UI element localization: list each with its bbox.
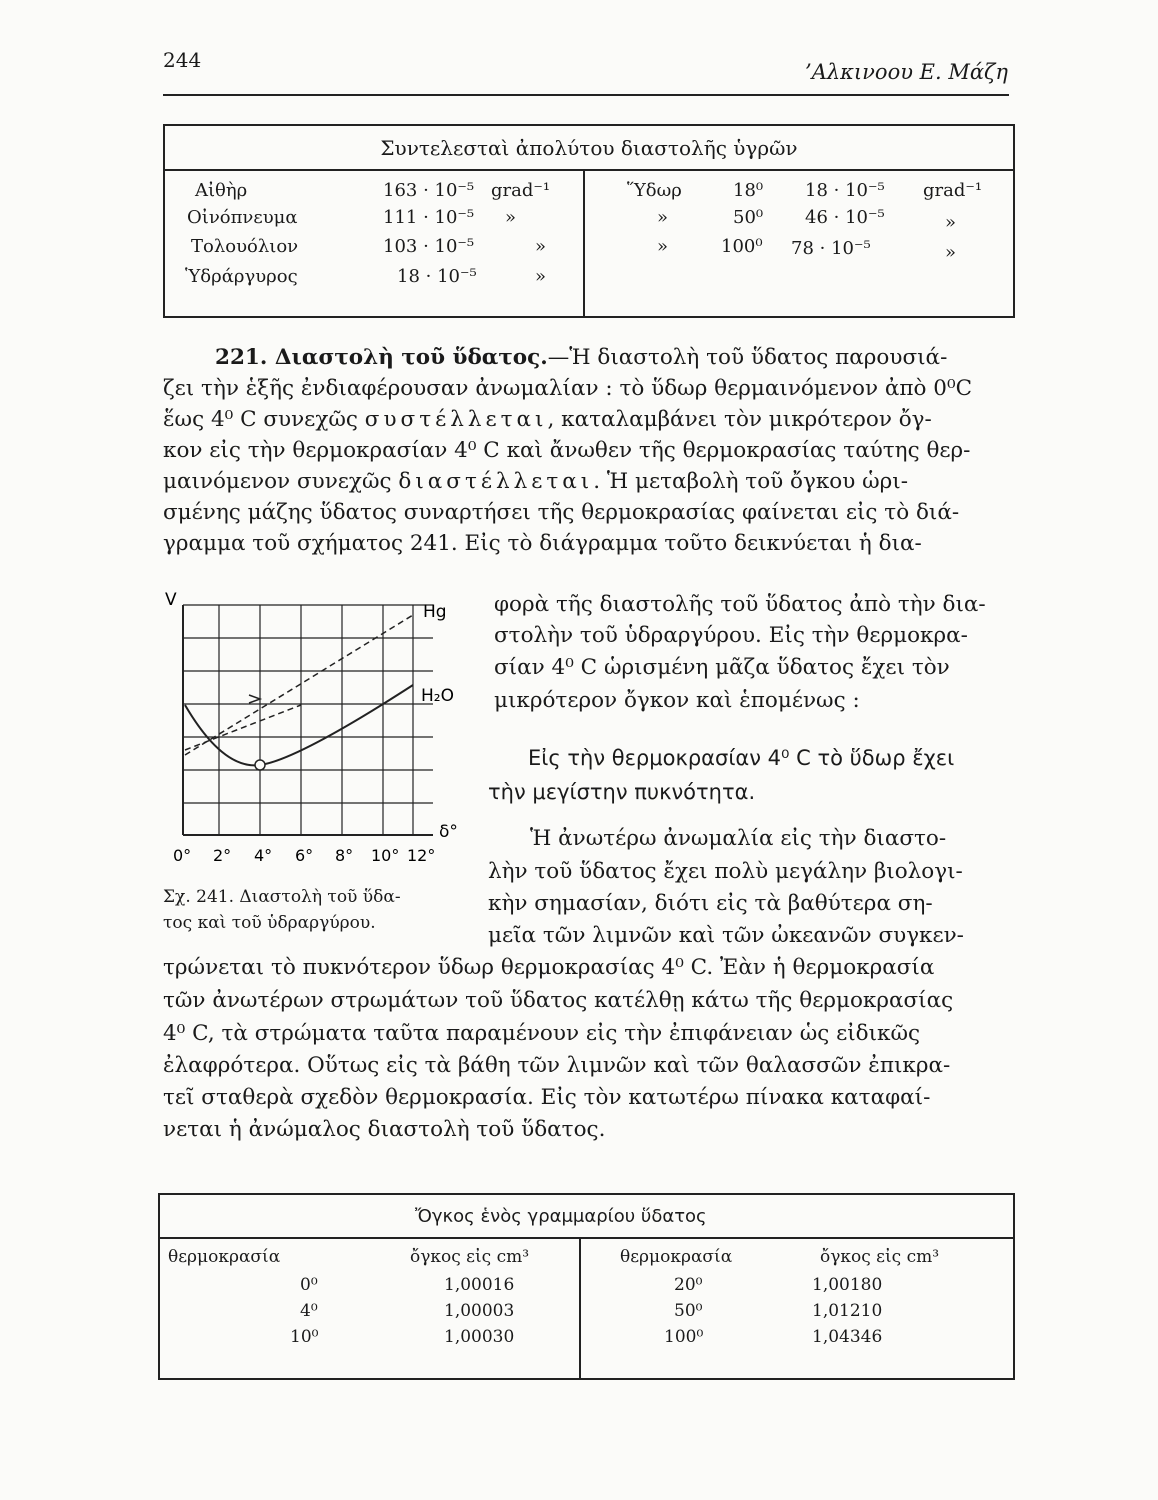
liquid-name: » <box>657 207 669 228</box>
temperature: 18⁰ <box>733 180 764 201</box>
text-line: νεται ἡ ἀνώμαλος διαστολὴ τοῦ ὕδατος. <box>163 1117 606 1142</box>
section-first-line <box>215 345 947 370</box>
text-line: , καταλαμβάνει τὸν μικρότερον ὄγ- <box>547 407 932 432</box>
coefficient-value: 111 · 10⁻⁵ <box>383 207 475 228</box>
coefficient-value: 46 · 10⁻⁵ <box>805 207 885 228</box>
x-tick-label: 0° <box>173 846 192 865</box>
coefficient-value: 163 · 10⁻⁵ <box>383 180 475 201</box>
arrow-icon <box>249 695 260 703</box>
text-line: φορὰ τῆς διαστολῆς τοῦ ὕδατος ἀπὸ τὴν δια- <box>494 592 986 617</box>
temperature: 10⁰ <box>290 1327 319 1347</box>
key-statement: τὴν μεγίστην πυκνότητα. <box>488 780 756 804</box>
text-line: τεῖ σταθερὰ σχεδὸν θερμοκρασία. Εἰς τὸν κατωτέρω πίνακα καταφαί- <box>163 1085 931 1110</box>
water-volume-table <box>158 1193 1015 1380</box>
text-line: μικρότερον ὄγκον καὶ ἑπομένως : <box>494 688 860 713</box>
temperature: 100⁰ <box>721 236 763 257</box>
page-number: 244 <box>163 48 202 72</box>
spaced-word: συστέλλεται <box>364 407 548 432</box>
y-axis-label: V <box>165 590 177 610</box>
text-line-composite <box>163 469 908 494</box>
coefficient-unit: grad⁻¹ <box>491 180 551 201</box>
text-line: κον εἰς τὴν θερμοκρασίαν 4⁰ C καὶ ἄνωθεν τῆς θερμοκρασίας ταύτης θερ- <box>163 438 971 463</box>
table-caption: Ὄγκος ἑνὸς γραμμαρίου ὕδατος <box>415 1206 707 1227</box>
column-header-temperature: θερμοκρασία <box>620 1247 733 1267</box>
header-rule <box>163 94 1009 96</box>
text-line: μαινόμενον συνεχῶς <box>163 469 392 494</box>
text-line: Ἡ ἀνωτέρω ἀνωμαλία εἰς τὴν διαστο- <box>530 826 947 851</box>
coefficient-value: 78 · 10⁻⁵ <box>791 238 871 259</box>
table-rule <box>160 1237 1013 1239</box>
text-line: λὴν τοῦ ὕδατος ἔχει πολὺ μεγάλην βιολογι- <box>488 859 963 884</box>
text-line: μεῖα τῶν λιμνῶν καὶ τῶν ὠκεανῶν συγκεν- <box>488 923 964 948</box>
x-tick-label: 8° <box>335 846 354 865</box>
table-caption: Συντελεσταὶ ἀπολύτου διαστολῆς ὑγρῶν <box>380 136 798 160</box>
x-tick-label: 2° <box>213 846 232 865</box>
liquid-name: Οἰνόπνευμα <box>187 207 298 228</box>
column-header-volume: ὄγκος εἰς cm³ <box>410 1247 530 1267</box>
text-line: . Ἡ μεταβολὴ τοῦ ὄγκου ὡρι- <box>593 469 908 494</box>
x-tick-label: 12° <box>407 846 436 865</box>
x-tick-labels <box>173 846 435 865</box>
figure-caption-line: τος καὶ τοῦ ὑδραργύρου. <box>163 913 376 933</box>
coefficient-unit: grad⁻¹ <box>923 180 983 201</box>
x-tick-label: 6° <box>295 846 314 865</box>
text-line: ἐλαφρότερα. Οὕτως εἰς τὰ βάθη τῶν λιμνῶν καὶ τῶν θαλασσῶν ἐπικρα- <box>163 1053 951 1078</box>
text-line: σμένης μάζης ὕδατος συναρτήσει τῆς θερμοκρασίας φαίνεται εἰς τὸ διά- <box>163 500 960 525</box>
x-axis-label: δ° <box>439 822 458 842</box>
coefficient-unit: » <box>945 242 957 263</box>
text-line: στολὴν τοῦ ὑδραργύρου. Εἰς τὴν θερμοκρα- <box>494 623 968 648</box>
coefficient-value: 103 · 10⁻⁵ <box>383 236 475 257</box>
diagram-grid <box>183 605 433 835</box>
coefficient-unit: » <box>945 212 957 233</box>
water-label: H₂O <box>421 686 454 706</box>
liquid-name: » <box>657 236 669 257</box>
figure-caption <box>163 884 463 936</box>
key-statement: Εἰς τὴν θερμοκρασίαν 4⁰ C τὸ ὕδωρ ἔχει <box>528 746 955 770</box>
text-line: ἕως 4⁰ C συνεχῶς <box>163 407 358 432</box>
mercury-label: Hg <box>423 602 447 622</box>
text-line: ζει τὴν ἑξῆς ἐνδιαφέρουσαν ἀνωμαλίαν : τὸ ὕδωρ θερμαινόμενον ἀπὸ 0⁰C <box>163 376 973 401</box>
text-line: σίαν 4⁰ C ὡρισμένη μᾶζα ὕδατος ἔχει τὸν <box>494 655 950 680</box>
volume: 1,01210 <box>812 1301 883 1321</box>
volume: 1,00016 <box>444 1275 515 1295</box>
text-line: τῶν ἀνωτέρων στρωμάτων τοῦ ὕδατος κατέλθῃ κάτω τῆς θερμοκρασίας <box>163 988 954 1013</box>
liquid-name: Τολουόλιον <box>191 236 299 257</box>
text-line-composite <box>163 407 932 432</box>
text-line: 4⁰ C, τὰ στρώματα ταῦτα παραμένουν εἰς τὴν ἐπιφάνειαν ὡς εἰδικῶς <box>163 1021 921 1046</box>
running-title: ’Αλκινοου Ε. Μάζη <box>805 60 1008 84</box>
text-line: κὴν σημασίαν, διότι εἰς τὰ βαθύτερα ση- <box>488 891 933 916</box>
coefficient-unit: » <box>535 266 547 287</box>
figure-caption-line: Σχ. 241. Διαστολὴ τοῦ ὕδα- <box>163 887 401 907</box>
column-header-temperature: θερμοκρασία <box>168 1247 281 1267</box>
linear-reference-line <box>185 705 301 750</box>
table-rule <box>165 169 1013 171</box>
volume: 1,04346 <box>812 1327 883 1347</box>
coefficient-value: 18 · 10⁻⁵ <box>397 266 477 287</box>
density-maximum-point <box>255 760 265 770</box>
x-tick-label: 10° <box>371 846 400 865</box>
column-header-volume: ὄγκος εἰς cm³ <box>820 1247 940 1267</box>
volume: 1,00003 <box>444 1301 515 1321</box>
temperature: 100⁰ <box>664 1327 704 1347</box>
temperature: 4⁰ <box>300 1301 318 1321</box>
text-line: τρώνεται τὸ πυκνότερον ὕδωρ θερμοκρασίας 4⁰ C. Ἐὰν ἡ θερμοκρασία <box>163 955 935 980</box>
spaced-word: διαστέλλεται <box>398 469 594 494</box>
volume: 1,00180 <box>812 1275 883 1295</box>
liquid-name: Ὕδωρ <box>627 180 682 201</box>
temperature: 50⁰ <box>733 207 764 228</box>
coefficient-unit: » <box>535 236 547 257</box>
section-heading: 221. Διαστολὴ τοῦ ὕδατος. <box>215 345 548 370</box>
text-line: γραμμα τοῦ σχήματος 241. Εἰς τὸ διάγραμμα τοῦτο δεικνύεται ἡ δια- <box>163 531 922 556</box>
temperature: 50⁰ <box>674 1301 703 1321</box>
liquid-name: Ὑδράργυρος <box>185 266 298 287</box>
coefficient-unit: » <box>505 207 517 228</box>
coefficient-value: 18 · 10⁻⁵ <box>805 180 885 201</box>
temperature: 20⁰ <box>674 1275 703 1295</box>
liquid-name: Αἰθὴρ <box>195 180 248 201</box>
table-divider <box>579 1237 581 1378</box>
text-line: —Ἡ διαστολὴ τοῦ ὕδατος παρουσιά- <box>547 345 948 370</box>
volume: 1,00030 <box>444 1327 515 1347</box>
temperature: 0⁰ <box>300 1275 318 1295</box>
expansion-coefficients-table <box>163 124 1015 318</box>
table-divider <box>583 169 585 316</box>
expansion-diagram <box>163 585 483 875</box>
x-tick-label: 4° <box>254 846 273 865</box>
